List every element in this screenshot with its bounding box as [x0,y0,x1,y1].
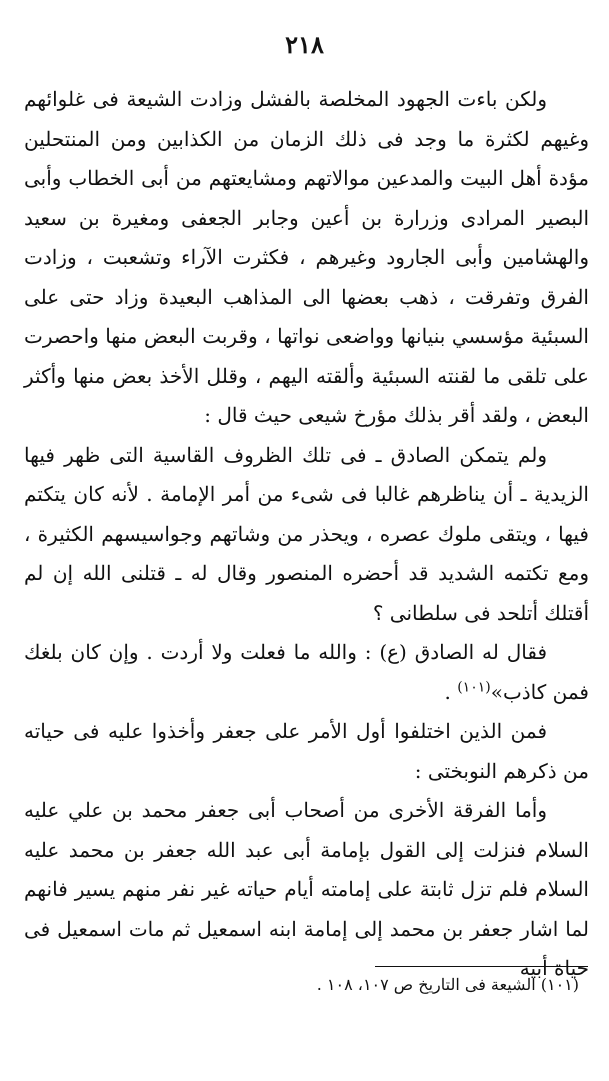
paragraph-1: ولكن باءت الجهود المخلصة بالفشل وزادت الشيعة فى غلوائهم وغيهم لكثرة ما وجد فى ذلك الزمان من الكذابين ومن المنتحلين مؤدة أهل البيت والمدعين موالاتهم ومشايعتهم من أبى الخطاب وأبى البصير المرادى وزرارة بن أعين وجابر الجعفى ومغيرة بن سعيد والهشامين وأبى الجارود وغيرهم ، فكثرت الآراء وتشعبت ، وزادت الفرق وتفرقت ، ذهب بعضها الى المذاهب البعيدة وزاد حتى على السبئية مؤسسي بنيانها وواضعى نواتها ، وقربت البعض منها واحصرت على تلقى ما لقنته السبئية وألقته اليهم ، وقلل الأخذ بعض منها وأكثر البعض ، ولقد أقر بذلك مؤرخ شيعى حيث قال : [24,87,589,427]
paragraph-3 [24,633,589,712]
paragraph-5: وأما الفرقة الأخرى من أصحاب أبى جعفر محمد بن علي عليه السلام فنزلت إلى القول بإمامة أبى عبد الله جعفر بن محمد عليه السلام فلم تزل ثابتة على إمامته أيام حياته غير نفر منهم يسير فانهم لما اشار جعفر بن محمد إلى إمامة ابنه اسمعيل ثم مات اسمعيل فى حياة أبيه [24,798,589,980]
paragraph-2-quote: ولم يتمكن الصادق ـ فى تلك الظروف القاسية التى ظهر فيها الزيدية ـ أن يناظرهم غالبا فى شىء من أمر الإمامة . لأنه كان يتكتم فيها ، ويتقى ملوك عصره ، ويحذر من وشاتهم وجواسيسهم الكثيرة ، ومع تكتمه الشديد قد أحضره المنصور وقال له ـ قتلنى الله إن لم أقتلك أتلحد فى سلطانى ؟ [24,442,589,625]
footnote-reference: (١٠١) [457,678,491,695]
footnote-divider [375,966,588,967]
paragraph-4: فمن الذين اختلفوا أول الأمر على جعفر وأخذوا عليه فى حياته من ذكرهم النوبختى : [24,719,589,783]
page-number: ٢١٨ [285,30,324,59]
main-text [24,80,589,989]
footnote: (١٠١) الشيعة فى التاريخ ص ١٠٧، ١٠٨ . [316,975,579,994]
paragraph-3-end: . [444,679,458,704]
paragraph-3-text: فقال له الصادق (ع) : والله ما فعلت ولا أردت . وإن كان بلغك فمن كاذب» [24,640,589,704]
